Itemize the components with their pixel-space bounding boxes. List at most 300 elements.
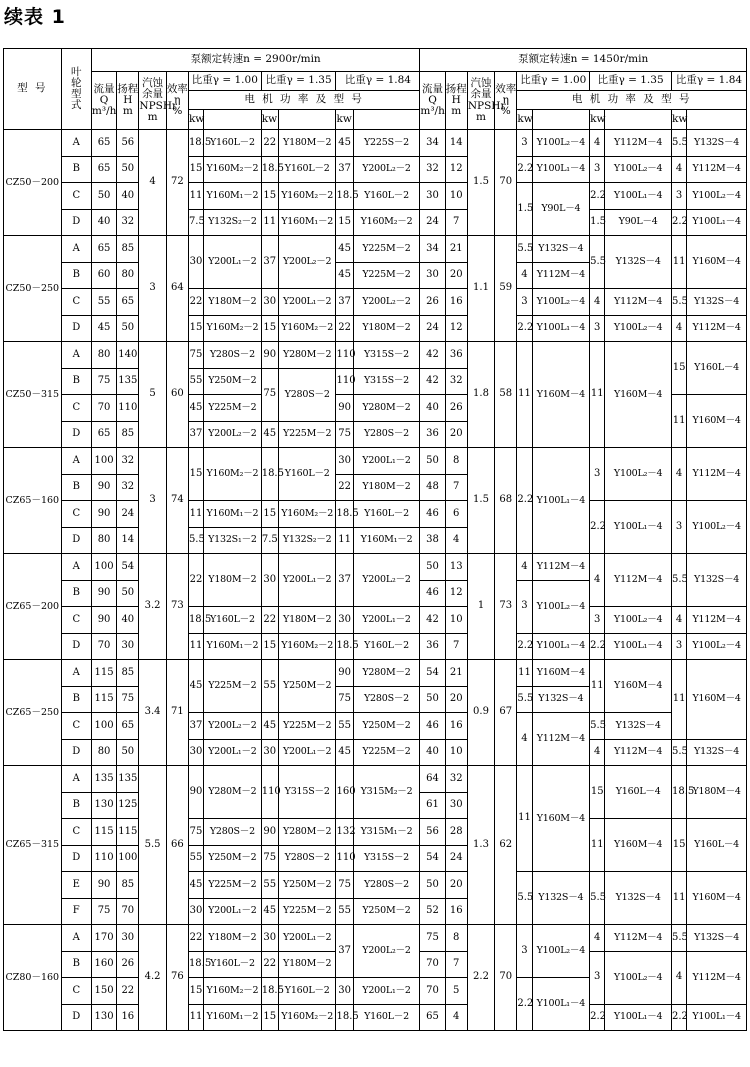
motor-model-cell: Y200L₁－2	[278, 925, 336, 952]
motor-kw-cell-low: 4	[672, 156, 687, 183]
flow-cell: 80	[91, 342, 116, 369]
impeller-type-cell: B	[61, 580, 91, 607]
motor-kw-cell-low: 4	[672, 951, 687, 1004]
motor-kw-cell: 132	[336, 819, 353, 846]
flow-cell: 65	[91, 156, 116, 183]
motor-model-cell: Y225M－2	[278, 898, 336, 925]
motor-model-cell-low: Y160M－4	[532, 766, 590, 872]
motor-model-cell: Y160M₂－2	[278, 183, 336, 210]
motor-model-cell: Y160M₂－2	[278, 501, 336, 528]
efficiency-cell-low: 59	[495, 236, 517, 342]
head-cell: 16	[117, 1004, 139, 1031]
head-cell-low: 24	[445, 845, 467, 872]
motor-kw-cell: 22	[261, 130, 278, 157]
motor-model-cell-low: Y100L₂－4	[687, 183, 747, 210]
motor-model-cell: Y225M－2	[204, 395, 262, 422]
motor-kw-cell: 22	[188, 554, 203, 607]
motor-kw-cell: 45	[261, 421, 278, 448]
flow-cell-low: 64	[420, 766, 445, 793]
motor-kw-cell: 15	[261, 315, 278, 342]
pump-spec-table	[3, 48, 747, 1031]
head-cell-low: 10	[445, 183, 467, 210]
impeller-type-cell: C	[61, 183, 91, 210]
motor-kw-cell-low: 11	[590, 342, 605, 448]
motor-model-cell-low: Y160M－4	[605, 819, 672, 872]
motor-kw-cell-low: 4	[590, 554, 605, 607]
table-row	[4, 315, 747, 342]
head-cell-low: 8	[445, 448, 467, 475]
head-cell: 32	[117, 474, 139, 501]
motor-model-cell: Y160L－2	[278, 978, 336, 1005]
motor-model-cell-low: Y132S－4	[687, 289, 747, 316]
table-row	[4, 448, 747, 475]
motor-kw-cell-low: 4	[590, 739, 605, 766]
impeller-type-cell: A	[61, 554, 91, 581]
head-cell: 85	[117, 236, 139, 263]
motor-kw-cell: 75	[336, 686, 353, 713]
motor-model-cell-low: Y160M－4	[532, 342, 590, 448]
motor-kw-cell-low: 3	[517, 925, 532, 978]
npsh-cell: 5	[139, 342, 166, 448]
motor-kw-cell: 37	[336, 156, 353, 183]
motor-model-cell-low: Y160M－4	[687, 395, 747, 448]
flow-cell: 70	[91, 395, 116, 422]
motor-kw-cell-low: 15	[590, 766, 605, 819]
motor-model-cell: Y225M－2	[353, 236, 420, 263]
motor-kw-cell-low: 4	[672, 448, 687, 501]
motor-model-cell-low: Y112M－4	[532, 262, 590, 289]
flow-cell-low: 61	[420, 792, 445, 819]
motor-model-cell-low: Y100L₂－4	[532, 925, 590, 978]
motor-kw-cell: 22	[188, 289, 203, 316]
flow-cell-low: 65	[420, 1004, 445, 1031]
motor-model-cell-low: Y100L₁－4	[532, 156, 590, 183]
head-cell-low: 32	[445, 368, 467, 395]
motor-model-cell: Y160L－2	[278, 156, 336, 183]
motor-kw-cell: 18.5	[261, 156, 278, 183]
flow-cell: 80	[91, 739, 116, 766]
motor-model-cell: Y180M－2	[278, 130, 336, 157]
motor-kw-cell: 75	[261, 845, 278, 872]
table-row	[4, 766, 747, 793]
head-cell: 125	[117, 792, 139, 819]
motor-kw-cell-low: 4	[517, 262, 532, 289]
motor-kw-cell: 37	[336, 289, 353, 316]
motor-model-cell-low: Y112M－4	[687, 315, 747, 342]
header-kw: kw	[336, 110, 353, 130]
motor-kw-cell: 55	[261, 872, 278, 899]
flow-cell-low: 32	[420, 156, 445, 183]
npsh-cell: 3.4	[139, 660, 166, 766]
motor-model-cell-low: Y100L₂－4	[687, 633, 747, 660]
header-sg2: 比重γ = 1.35	[261, 72, 336, 91]
table-row	[4, 342, 747, 369]
motor-kw-cell: 15	[188, 448, 203, 501]
flow-cell: 55	[91, 289, 116, 316]
efficiency-cell: 66	[166, 766, 188, 925]
motor-model-cell-low: Y100L₁－4	[687, 1004, 747, 1031]
motor-kw-cell: 37	[188, 421, 203, 448]
flow-cell-low: 40	[420, 395, 445, 422]
motor-model-cell: Y160M₂－2	[278, 315, 336, 342]
motor-kw-cell: 55	[261, 660, 278, 713]
flow-cell: 100	[91, 713, 116, 740]
flow-cell-low: 34	[420, 130, 445, 157]
motor-model-cell: Y200L₂－2	[353, 925, 420, 978]
motor-kw-cell-low: 2.2	[517, 633, 532, 660]
motor-model-cell: Y160M₁－2	[204, 633, 262, 660]
npsh-cell-low: 1.3	[467, 766, 494, 925]
motor-model-cell-low: Y112M－4	[605, 739, 672, 766]
motor-model-cell: Y200L₂－2	[353, 554, 420, 607]
flow-cell-low: 42	[420, 607, 445, 634]
motor-model-cell-low: Y160M－4	[532, 660, 590, 687]
motor-kw-cell-low: 11	[672, 872, 687, 925]
table-row	[4, 739, 747, 766]
impeller-type-cell: A	[61, 130, 91, 157]
motor-kw-cell: 45	[336, 130, 353, 157]
motor-model-cell: Y160M₁－2	[204, 1004, 262, 1031]
motor-model-cell: Y160M₂－2	[204, 315, 262, 342]
motor-model-cell: Y200L₂－2	[278, 236, 336, 289]
motor-model-cell-low: Y132S－4	[687, 925, 747, 952]
motor-kw-cell-low: 5.5	[672, 289, 687, 316]
motor-model-cell: Y160L－2	[204, 607, 262, 634]
motor-kw-cell: 110	[261, 766, 278, 819]
motor-model-cell-low: Y112M－4	[532, 554, 590, 581]
npsh-cell-low: 2.2	[467, 925, 494, 1031]
motor-model-cell-low: Y160M－4	[605, 342, 672, 448]
header-head-low: 扬程 H m	[445, 72, 467, 130]
motor-model-cell: Y200L₁－2	[353, 978, 420, 1005]
efficiency-cell-low: 62	[495, 766, 517, 925]
motor-kw-cell: 90	[336, 395, 353, 422]
head-cell: 32	[117, 448, 139, 475]
flow-cell: 40	[91, 209, 116, 236]
head-cell-low: 26	[445, 395, 467, 422]
flow-cell: 65	[91, 236, 116, 263]
motor-model-cell: Y180M－2	[353, 474, 420, 501]
motor-model-cell: Y315S－2	[278, 766, 336, 819]
flow-cell: 100	[91, 448, 116, 475]
head-cell-low: 21	[445, 236, 467, 263]
head-cell-low: 20	[445, 421, 467, 448]
head-cell: 65	[117, 289, 139, 316]
motor-model-cell: Y250M－2	[278, 660, 336, 713]
model-cell: CZ50－200	[4, 130, 62, 236]
table-row	[4, 183, 747, 210]
head-cell: 22	[117, 978, 139, 1005]
head-cell: 70	[117, 898, 139, 925]
head-cell: 14	[117, 527, 139, 554]
motor-kw-cell-low: 5.5	[590, 236, 605, 289]
motor-model-cell: Y180M－2	[353, 315, 420, 342]
motor-model-cell: Y160M₂－2	[278, 1004, 336, 1031]
motor-kw-cell: 55	[188, 368, 203, 395]
impeller-type-cell: A	[61, 660, 91, 687]
flow-cell-low: 30	[420, 262, 445, 289]
motor-model-cell-low: Y180M－4	[687, 766, 747, 819]
motor-kw-cell: 30	[336, 607, 353, 634]
model-cell: CZ65－200	[4, 554, 62, 660]
motor-kw-cell: 18.5	[336, 633, 353, 660]
motor-model-cell: Y160M₁－2	[353, 527, 420, 554]
header-sg1-low: 比重γ = 1.00	[517, 72, 590, 91]
table-row	[4, 554, 747, 581]
motor-model-cell: Y225M－2	[204, 872, 262, 899]
motor-model-cell: Y160M₂－2	[204, 156, 262, 183]
head-cell-low: 20	[445, 872, 467, 899]
motor-model-cell-low: Y100L₁－4	[687, 209, 747, 236]
motor-model-cell: Y160L－2	[353, 1004, 420, 1031]
table-body	[4, 130, 747, 1031]
flow-cell: 115	[91, 819, 116, 846]
model-cell: CZ65－250	[4, 660, 62, 766]
motor-model-cell: Y250M－2	[204, 368, 262, 395]
flow-cell: 130	[91, 792, 116, 819]
flow-cell-low: 75	[420, 925, 445, 952]
motor-kw-cell-low: 18.5	[672, 766, 687, 819]
motor-model-cell: Y160L－2	[353, 183, 420, 210]
flow-cell: 65	[91, 421, 116, 448]
flow-cell: 75	[91, 368, 116, 395]
flow-cell: 75	[91, 898, 116, 925]
motor-kw-cell-low: 5.5	[672, 554, 687, 607]
header-speed-1450: 泵额定转速n = 1450r/min	[420, 49, 747, 72]
motor-kw-cell: 45	[261, 713, 278, 740]
motor-kw-cell-low: 15	[672, 819, 687, 872]
flow-cell: 80	[91, 527, 116, 554]
motor-model-cell: Y160L－2	[204, 130, 262, 157]
flow-cell: 135	[91, 766, 116, 793]
motor-kw-cell-low: 4	[517, 713, 532, 766]
motor-kw-cell: 90	[261, 342, 278, 369]
motor-kw-cell: 15	[261, 1004, 278, 1031]
motor-kw-cell: 18.5	[261, 978, 278, 1005]
motor-kw-cell: 22	[336, 474, 353, 501]
motor-kw-cell: 30	[261, 289, 278, 316]
motor-model-cell: Y315S－2	[353, 845, 420, 872]
motor-kw-cell-low: 3	[517, 580, 532, 633]
flow-cell-low: 38	[420, 527, 445, 554]
motor-model-cell: Y160M₁－2	[204, 183, 262, 210]
flow-cell-low: 70	[420, 951, 445, 978]
head-cell-low: 16	[445, 289, 467, 316]
motor-model-cell: Y160M₂－2	[204, 978, 262, 1005]
impeller-type-cell: D	[61, 633, 91, 660]
motor-model-cell: Y200L₂－2	[353, 156, 420, 183]
motor-kw-cell-low: 4	[672, 607, 687, 634]
flow-cell-low: 48	[420, 474, 445, 501]
motor-kw-cell-low: 11	[517, 766, 532, 872]
motor-kw-cell: 37	[336, 554, 353, 607]
head-cell-low: 12	[445, 580, 467, 607]
npsh-cell-low: 1.1	[467, 236, 494, 342]
motor-kw-cell: 37	[188, 713, 203, 740]
motor-model-cell: Y200L₁－2	[278, 739, 336, 766]
motor-kw-cell: 110	[336, 368, 353, 395]
npsh-cell-low: 1.5	[467, 448, 494, 554]
motor-kw-cell: 5.5	[188, 527, 203, 554]
table-row	[4, 289, 747, 316]
npsh-cell: 5.5	[139, 766, 166, 925]
motor-model-cell: Y200L₁－2	[204, 739, 262, 766]
impeller-type-cell: B	[61, 951, 91, 978]
head-cell-low: 20	[445, 686, 467, 713]
table-row	[4, 501, 747, 528]
motor-model-cell: Y200L₁－2	[278, 289, 336, 316]
motor-kw-cell: 11	[188, 633, 203, 660]
motor-kw-cell-low: 2.2	[517, 448, 532, 554]
motor-kw-cell: 7.5	[261, 527, 278, 554]
motor-kw-cell: 7.5	[188, 209, 203, 236]
flow-cell: 110	[91, 845, 116, 872]
head-cell: 110	[117, 395, 139, 422]
impeller-type-cell: D	[61, 1004, 91, 1031]
head-cell-low: 14	[445, 130, 467, 157]
motor-kw-cell: 22	[336, 315, 353, 342]
motor-kw-cell: 45	[188, 872, 203, 899]
header-efficiency: 效率 η %	[166, 72, 188, 130]
header-speed-2900: 泵额定转速n = 2900r/min	[91, 49, 419, 72]
flow-cell: 90	[91, 872, 116, 899]
head-cell-low: 7	[445, 951, 467, 978]
motor-kw-cell: 15	[188, 156, 203, 183]
table-row	[4, 156, 747, 183]
motor-model-cell: Y160M₁－2	[278, 209, 336, 236]
motor-kw-cell-low: 3	[590, 315, 605, 342]
impeller-type-cell: C	[61, 501, 91, 528]
motor-kw-cell-low: 4	[517, 554, 532, 581]
flow-cell: 90	[91, 607, 116, 634]
motor-kw-cell-low: 2.2	[517, 156, 532, 183]
motor-kw-cell: 15	[188, 978, 203, 1005]
efficiency-cell: 76	[166, 925, 188, 1031]
head-cell-low: 32	[445, 766, 467, 793]
motor-model-cell-low: Y100L₁－4	[605, 1004, 672, 1031]
efficiency-cell: 71	[166, 660, 188, 766]
motor-kw-cell: 75	[261, 368, 278, 421]
motor-kw-cell: 18.5	[261, 448, 278, 501]
motor-kw-cell-low: 2.2	[517, 978, 532, 1031]
motor-kw-cell-low: 4	[590, 130, 605, 157]
motor-model-cell: Y200L₂－2	[204, 713, 262, 740]
motor-model-cell-low: Y132S－4	[605, 713, 672, 740]
motor-model-cell: Y132S₁－2	[204, 527, 262, 554]
head-cell: 30	[117, 633, 139, 660]
head-cell: 50	[117, 315, 139, 342]
motor-kw-cell-low: 3	[590, 448, 605, 501]
motor-model-cell-low: Y100L₂－4	[605, 156, 672, 183]
efficiency-cell: 74	[166, 448, 188, 554]
header-impeller: 叶轮型式	[61, 49, 91, 130]
npsh-cell-low: 1.8	[467, 342, 494, 448]
npsh-cell: 3	[139, 236, 166, 342]
motor-kw-cell: 30	[261, 554, 278, 607]
motor-kw-cell-low: 3	[517, 130, 532, 157]
motor-model-cell: Y132S₂－2	[204, 209, 262, 236]
motor-kw-cell: 75	[336, 872, 353, 899]
motor-model-cell: Y280S－2	[278, 845, 336, 872]
motor-model-cell-low: Y112M－4	[687, 607, 747, 634]
motor-kw-cell-low: 3	[672, 183, 687, 210]
impeller-type-cell: B	[61, 262, 91, 289]
flow-cell-low: 46	[420, 501, 445, 528]
motor-model-cell-low: Y132S－4	[605, 236, 672, 289]
impeller-type-cell: D	[61, 527, 91, 554]
motor-kw-cell: 18.5	[336, 501, 353, 528]
motor-model-cell: Y250M－2	[353, 713, 420, 740]
impeller-type-cell: A	[61, 342, 91, 369]
head-cell: 140	[117, 342, 139, 369]
motor-kw-cell: 11	[336, 527, 353, 554]
motor-kw-cell-low: 5.5	[517, 872, 532, 925]
head-cell-low: 10	[445, 739, 467, 766]
motor-kw-cell: 90	[336, 660, 353, 687]
motor-kw-cell: 11	[188, 501, 203, 528]
motor-kw-cell-low: 1.5	[590, 209, 605, 236]
flow-cell: 90	[91, 501, 116, 528]
impeller-type-cell: C	[61, 978, 91, 1005]
motor-model-cell: Y160M₂－2	[353, 209, 420, 236]
motor-model-cell: Y225M－2	[278, 421, 336, 448]
motor-model-cell: Y250M－2	[204, 845, 262, 872]
motor-model-cell-low: Y160M－4	[687, 872, 747, 925]
flow-cell-low: 24	[420, 315, 445, 342]
motor-kw-cell: 30	[336, 448, 353, 475]
motor-kw-cell: 18.5	[336, 1004, 353, 1031]
motor-kw-cell: 30	[261, 925, 278, 952]
head-cell: 80	[117, 262, 139, 289]
table-row	[4, 925, 747, 952]
flow-cell-low: 40	[420, 739, 445, 766]
flow-cell: 65	[91, 130, 116, 157]
impeller-type-cell: F	[61, 898, 91, 925]
motor-kw-cell-low: 3	[590, 951, 605, 1004]
efficiency-cell: 60	[166, 342, 188, 448]
flow-cell-low: 42	[420, 342, 445, 369]
motor-model-cell: Y280S－2	[353, 421, 420, 448]
motor-model-cell: Y200L₁－2	[204, 236, 262, 289]
header-kw: kw	[261, 110, 278, 130]
flow-cell: 60	[91, 262, 116, 289]
motor-kw-cell: 30	[188, 898, 203, 925]
motor-model-cell-low: Y112M－4	[605, 130, 672, 157]
impeller-type-cell: D	[61, 209, 91, 236]
header-model: 型 号	[4, 49, 62, 130]
motor-model-cell: Y180M－2	[204, 925, 262, 952]
header-kw: kw	[590, 110, 605, 130]
page-title: 续表 1	[4, 6, 66, 28]
efficiency-cell-low: 70	[495, 925, 517, 1031]
motor-kw-cell-low: 11	[672, 236, 687, 289]
header-efficiency-low: 效率 η %	[495, 72, 517, 130]
head-cell: 54	[117, 554, 139, 581]
motor-model-cell: Y160M₂－2	[204, 448, 262, 501]
motor-kw-cell-low: 5.5	[517, 686, 532, 713]
impeller-type-cell: D	[61, 315, 91, 342]
head-cell: 40	[117, 607, 139, 634]
motor-kw-cell-low: 2.2	[590, 183, 605, 210]
motor-model-cell: Y132S₂－2	[278, 527, 336, 554]
motor-model-cell-low: Y160M－4	[687, 236, 747, 289]
motor-model-cell-low: Y112M－4	[605, 289, 672, 316]
head-cell-low: 12	[445, 156, 467, 183]
motor-kw-cell-low: 5.5	[672, 739, 687, 766]
motor-model-cell-low: Y90L－4	[605, 209, 672, 236]
flow-cell-low: 46	[420, 713, 445, 740]
motor-model-cell-low: Y100L₁－4	[605, 633, 672, 660]
